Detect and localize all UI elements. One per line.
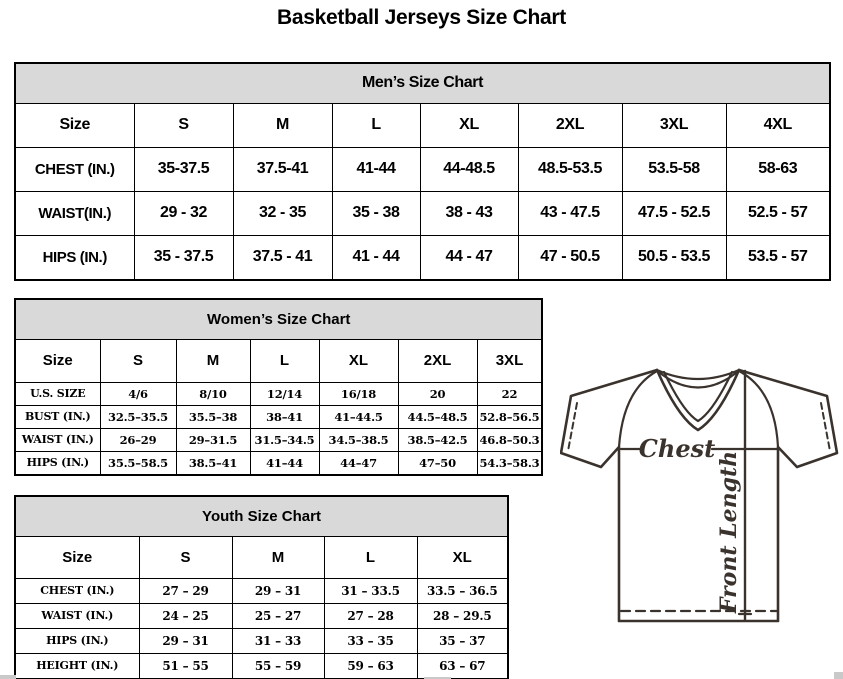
row-label: WAIST(IN.) [15,191,134,235]
youth-column-header-xl: XL [417,536,508,578]
women-column-header-l: L [250,339,319,382]
size-value-cell: 12/14 [250,382,319,405]
men-column-header-2xl: 2XL [518,103,622,147]
size-value-cell: 35.5–58.5 [100,451,176,475]
size-value-cell: 29–31.5 [176,428,250,451]
womens-size-table [14,298,543,476]
size-value-cell: 28 – 29.5 [417,603,508,628]
row-label: WAIST (IN.) [15,603,139,628]
size-value-cell: 54.3–58.3 [477,451,542,475]
size-value-cell: 43 - 47.5 [518,191,622,235]
size-value-cell: 24 – 25 [139,603,232,628]
size-value-cell: 35 - 38 [332,191,420,235]
row-label: WAIST (IN.) [15,428,100,451]
row-label: BUST (IN.) [15,405,100,428]
size-value-cell: 25 – 27 [232,603,324,628]
youth-size-table [14,495,509,679]
screen-edge-artifact [0,675,16,679]
size-value-cell: 41–44.5 [319,405,398,428]
size-value-cell: 50.5 - 53.5 [622,235,726,280]
size-value-cell: 38.5–41 [176,451,250,475]
size-value-cell: 35.5–38 [176,405,250,428]
row-label: HEIGHT (IN.) [15,653,139,679]
women-table-row [15,405,542,428]
youth-table-row [15,653,508,679]
men-column-header-4xl: 4XL [726,103,830,147]
size-value-cell: 52.8–56.5 [477,405,542,428]
size-value-cell: 41–44 [250,451,319,475]
size-value-cell: 44-48.5 [420,147,518,191]
size-value-cell: 38–41 [250,405,319,428]
size-value-cell: 16/18 [319,382,398,405]
size-value-cell: 44 - 47 [420,235,518,280]
men-table-title: Men’s Size Chart [15,63,830,103]
size-value-cell: 47 - 50.5 [518,235,622,280]
size-value-cell: 32.5–35.5 [100,405,176,428]
men-column-header-s: S [134,103,233,147]
women-column-header-2xl: 2XL [398,339,477,382]
size-value-cell: 59 – 63 [324,653,417,679]
size-value-cell: 63 – 67 [417,653,508,679]
size-value-cell: 37.5 - 41 [233,235,332,280]
women-column-header-size: Size [15,339,100,382]
size-value-cell: 46.8–50.3 [477,428,542,451]
screen-edge-artifact [834,672,843,679]
size-value-cell: 37.5-41 [233,147,332,191]
size-value-cell: 26–29 [100,428,176,451]
youth-table-row [15,578,508,603]
size-value-cell: 53.5-58 [622,147,726,191]
women-table-row [15,451,542,475]
size-value-cell: 33.5 – 36.5 [417,578,508,603]
row-label: HIPS (IN.) [15,628,139,653]
size-value-cell: 44.5–48.5 [398,405,477,428]
men-column-header-l: L [332,103,420,147]
women-column-header-xl: XL [319,339,398,382]
size-value-cell: 35 – 37 [417,628,508,653]
size-value-cell: 41 - 44 [332,235,420,280]
size-value-cell: 31 – 33 [232,628,324,653]
size-value-cell: 53.5 - 57 [726,235,830,280]
youth-table-row [15,628,508,653]
size-value-cell: 44–47 [319,451,398,475]
row-label: CHEST (IN.) [15,578,139,603]
size-value-cell: 41-44 [332,147,420,191]
size-value-cell: 38 - 43 [420,191,518,235]
size-value-cell: 4/6 [100,382,176,405]
men-column-header-size: Size [15,103,134,147]
size-value-cell: 47–50 [398,451,477,475]
youth-column-header-l: L [324,536,417,578]
men-column-header-m: M [233,103,332,147]
youth-table-title: Youth Size Chart [15,496,508,536]
size-value-cell: 8/10 [176,382,250,405]
size-value-cell: 29 – 31 [232,578,324,603]
jersey-outline [561,370,837,621]
youth-table-row [15,603,508,628]
size-value-cell: 51 – 55 [139,653,232,679]
men-table-row [15,191,830,235]
men-table-row [15,147,830,191]
size-value-cell: 47.5 - 52.5 [622,191,726,235]
jersey-measurement-diagram [560,362,840,628]
size-value-cell: 20 [398,382,477,405]
size-value-cell: 34.5–38.5 [319,428,398,451]
men-column-header-3xl: 3XL [622,103,726,147]
size-value-cell: 22 [477,382,542,405]
women-column-header-m: M [176,339,250,382]
youth-column-header-s: S [139,536,232,578]
size-value-cell: 27 – 29 [139,578,232,603]
size-value-cell: 31 – 33.5 [324,578,417,603]
size-value-cell: 27 – 28 [324,603,417,628]
youth-column-header-size: Size [15,536,139,578]
size-value-cell: 33 – 35 [324,628,417,653]
size-value-cell: 38.5–42.5 [398,428,477,451]
size-value-cell: 35 - 37.5 [134,235,233,280]
front-length-label: Front Length [716,450,742,614]
women-column-header-3xl: 3XL [477,339,542,382]
size-value-cell: 29 – 31 [139,628,232,653]
women-column-header-s: S [100,339,176,382]
size-value-cell: 35-37.5 [134,147,233,191]
size-value-cell: 52.5 - 57 [726,191,830,235]
women-table-title: Women’s Size Chart [15,299,542,339]
row-label: U.S. SIZE [15,382,100,405]
chest-label: Chest [638,434,716,463]
collar-back-line [657,370,739,379]
women-table-row [15,428,542,451]
row-label: HIPS (IN.) [15,235,134,280]
women-table-row [15,382,542,405]
page-title: Basketball Jerseys Size Chart [277,6,566,29]
men-column-header-xl: XL [420,103,518,147]
youth-column-header-m: M [232,536,324,578]
size-value-cell: 55 – 59 [232,653,324,679]
row-label: HIPS (IN.) [15,451,100,475]
size-value-cell: 32 - 35 [233,191,332,235]
row-label: CHEST (IN.) [15,147,134,191]
mens-size-table [14,62,831,281]
size-value-cell: 31.5–34.5 [250,428,319,451]
size-value-cell: 29 - 32 [134,191,233,235]
size-value-cell: 58-63 [726,147,830,191]
men-table-row [15,235,830,280]
size-value-cell: 48.5-53.5 [518,147,622,191]
